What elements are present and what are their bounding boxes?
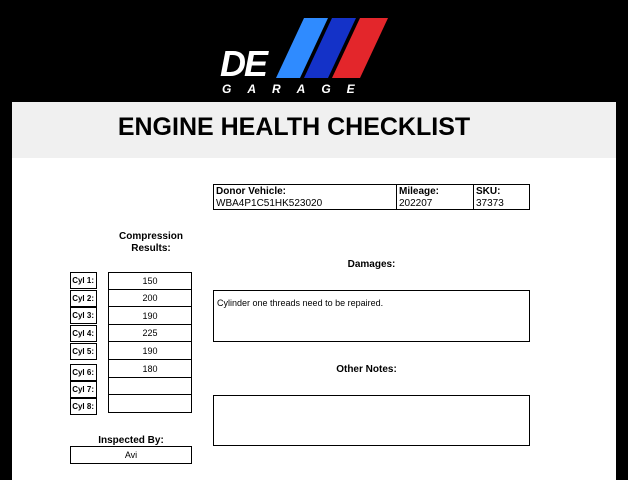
cyl-4-label: Cyl 4: (70, 325, 97, 342)
vehicle-info-table (213, 184, 530, 210)
donor-vehicle-value: WBA4P1C51HK523020 (216, 198, 323, 209)
mileage-label: Mileage: (399, 186, 440, 197)
cyl-3-value: 190 (109, 308, 191, 325)
sku-value: 37373 (476, 198, 504, 209)
cyl-3-label: Cyl 3: (70, 307, 97, 324)
damages-text: Cylinder one threads need to be repaired. (217, 298, 384, 308)
other-notes-box (213, 395, 530, 446)
logo-header (0, 0, 628, 102)
logo-text: DE (220, 43, 267, 84)
page-title: ENGINE HEALTH CHECKLIST (117, 113, 471, 141)
cyl-7-label: Cyl 7: (70, 381, 97, 398)
cyl-5-value: 190 (109, 343, 191, 360)
mileage-cell (397, 185, 474, 209)
sku-cell (474, 185, 529, 209)
cyl-2-label: Cyl 2: (70, 290, 97, 307)
other-notes-heading: Other Notes: (336, 364, 397, 375)
cyl-2-value: 200 (109, 290, 191, 307)
damages-heading: Damages: (347, 259, 396, 270)
cylinder-values-box (108, 272, 192, 413)
cyl-8-value (109, 395, 191, 412)
mileage-value: 202207 (399, 198, 433, 209)
logo-subtext: GARAGE (222, 82, 371, 96)
cyl-8-label: Cyl 8: (70, 398, 97, 415)
cyl-1-label: Cyl 1: (70, 272, 97, 289)
inspected-by-box: Avi (70, 446, 192, 464)
cyl-4-value: 225 (109, 325, 191, 342)
damages-box (213, 290, 530, 342)
cyl-1-value: 150 (109, 273, 191, 290)
cyl-6-value: 180 (109, 360, 191, 378)
sku-label: SKU: (476, 186, 501, 197)
donor-vehicle-cell (214, 185, 397, 209)
inspected-by-heading: Inspected By: (98, 435, 164, 446)
donor-vehicle-label: Donor Vehicle: (216, 186, 287, 197)
compression-heading: Compression Results: (119, 231, 183, 254)
de-garage-logo (218, 14, 394, 96)
cyl-6-label: Cyl 6: (70, 364, 97, 381)
cyl-5-label: Cyl 5: (70, 343, 97, 360)
cyl-7-value (109, 378, 191, 395)
